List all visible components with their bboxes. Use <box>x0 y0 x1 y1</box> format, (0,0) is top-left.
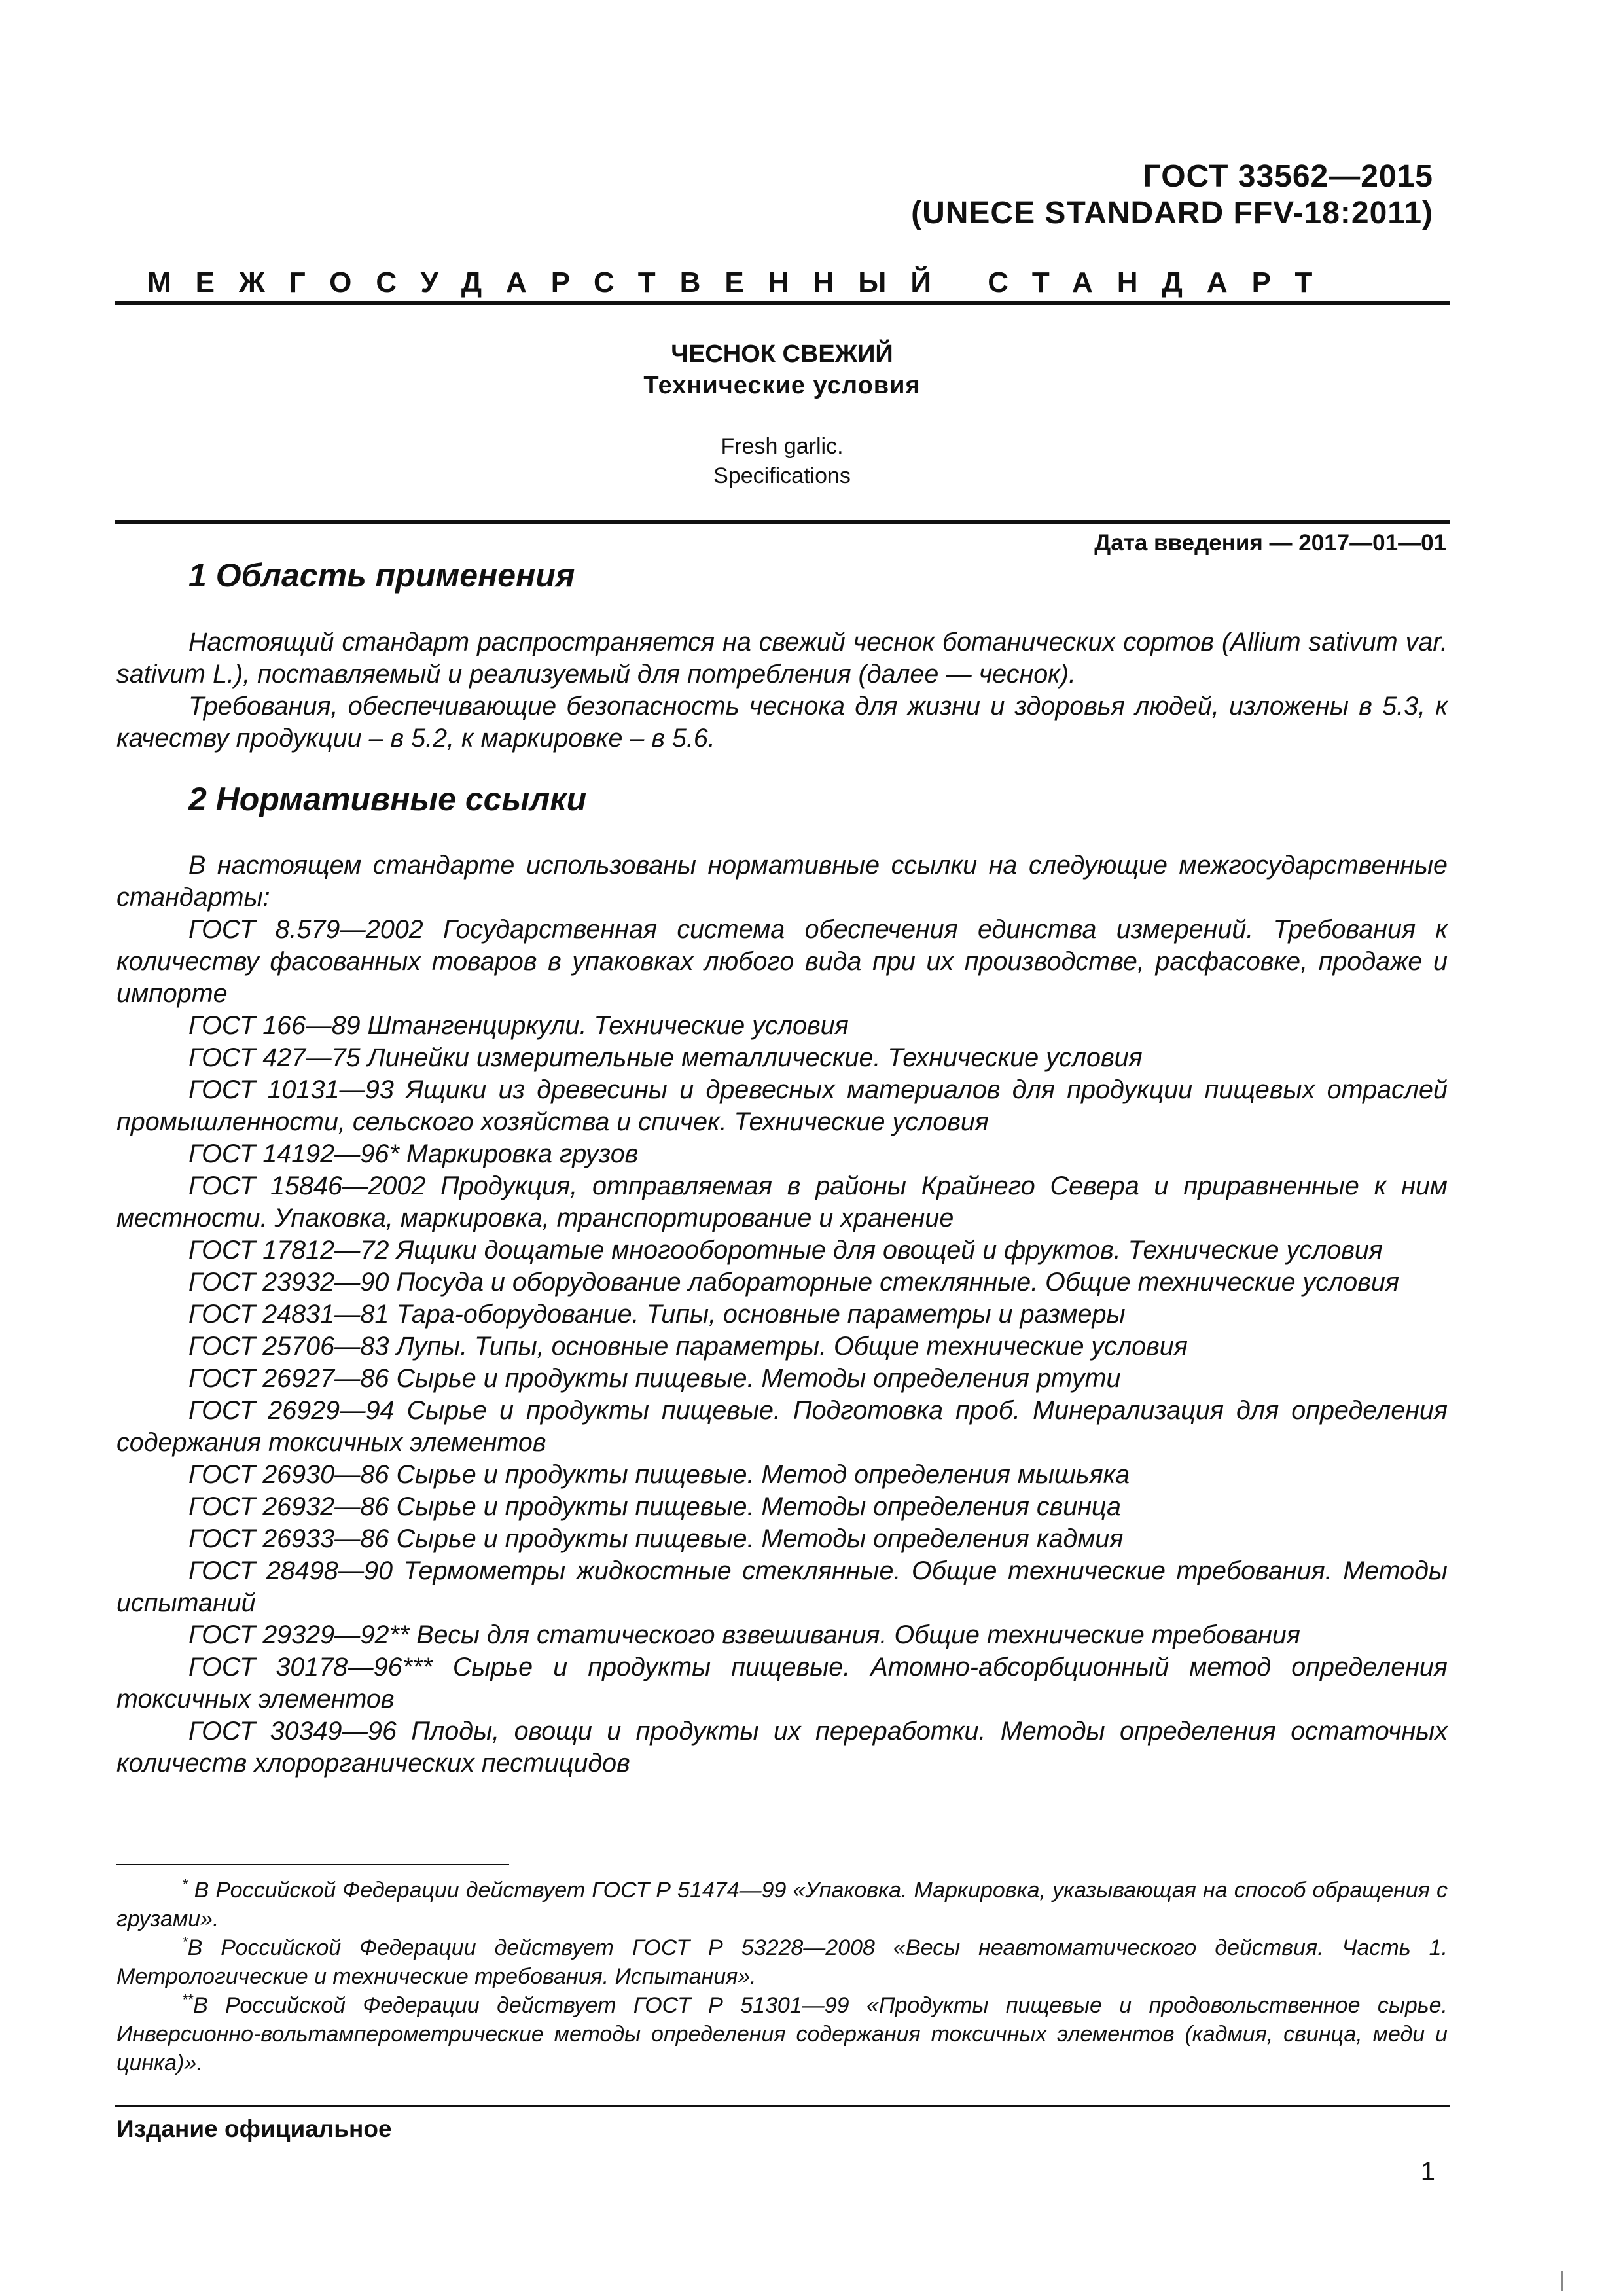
reference-item: ГОСТ 26930—86 Сырье и продукты пищевые. Метод определения мышьяка <box>188 1460 1130 1489</box>
subtitle-ru: Технические условия <box>643 372 921 399</box>
introduction-date: Дата введения — 2017—01—01 <box>1094 530 1446 556</box>
reference-item: ГОСТ 28498—90 Термометры жидкостные стеклянные. Общие технические требования. Методы испытаний <box>116 1556 1448 1617</box>
reference-item: ГОСТ 427—75 Линейки измерительные металлические. Технические условия <box>188 1043 1143 1072</box>
reference-item: ГОСТ 30178—96*** Сырье и продукты пищевые. Атомно-абсорбционный метод определения токсичных элементов <box>116 1653 1448 1713</box>
section-1-body <box>116 626 1448 755</box>
scan-edge-mark <box>1561 2271 1563 2291</box>
unece-code: (UNECE STANDARD FFV-18:2011) <box>911 196 1433 230</box>
section-2-heading: 2 Нормативные ссылки <box>188 781 587 817</box>
footnote <box>116 1876 1448 1933</box>
title-ru: ЧЕСНОК СВЕЖИЙ <box>671 340 893 368</box>
footnote <box>116 1933 1448 1991</box>
subtitle-en: Specifications <box>713 463 851 488</box>
standard-type-banner: МЕЖГОСУДАРСТВЕННЫЙ СТАНДАРТ <box>147 266 1337 298</box>
reference-item: ГОСТ 30349—96 Плоды, овощи и продукты их переработки. Методы определения остаточных количеств хлорорганических пестицидов <box>116 1717 1448 1778</box>
reference-item: ГОСТ 29329—92** Весы для статического взвешивания. Общие технические требования <box>188 1621 1300 1649</box>
footnote <box>116 1991 1448 2077</box>
footnote-text: В Российской Федерации действует ГОСТ Р 51474—99 «Упаковка. Маркировка, указывающая на способ обращения с грузами». <box>116 1878 1448 1931</box>
reference-item: ГОСТ 15846—2002 Продукция, отправляемая в районы Крайнего Севера и приравненные к ним местности. Упаковка, маркировка, транспортирование и хранение <box>116 1172 1448 1232</box>
official-edition-label: Издание официальное <box>116 2115 392 2142</box>
reference-item: ГОСТ 14192—96* Маркировка грузов <box>188 1139 639 1168</box>
footer-rule <box>115 2105 1450 2107</box>
reference-item: ГОСТ 23932—90 Посуда и оборудование лабораторные стеклянные. Общие технические условия <box>188 1268 1399 1297</box>
reference-item: ГОСТ 24831—81 Тара-оборудование. Типы, основные параметры и размеры <box>188 1300 1126 1329</box>
footnote-mark: * <box>182 1933 188 1950</box>
footnotes <box>116 1876 1448 2077</box>
reference-item: ГОСТ 8.579—2002 Государственная система обеспечения единства измерений. Требования к количеству фасованных товаров в упаковках любого вида при их производстве, расфасовке, продаже и импорте <box>116 915 1448 1008</box>
header-rule <box>115 301 1450 305</box>
title-en: Fresh garlic. <box>721 434 844 459</box>
reference-item: ГОСТ 26933—86 Сырье и продукты пищевые. Методы определения кадмия <box>188 1524 1124 1553</box>
reference-item: ГОСТ 26929—94 Сырье и продукты пищевые. Подготовка проб. Минерализация для определения содержания токсичных элементов <box>116 1396 1448 1457</box>
reference-item: ГОСТ 10131—93 Ящики из древесины и древесных материалов для продукции пищевых отраслей промышленности, сельского хозяйства и спичек. Технические условия <box>116 1075 1448 1136</box>
reference-item: ГОСТ 17812—72 Ящики дощатые многооборотные для овощей и фруктов. Технические условия <box>188 1236 1383 1265</box>
footnote-text: В Российской Федерации действует ГОСТ Р 51301—99 «Продукты пищевые и продовольственное сырье. Инверсионно-вольтамперометрические методы определения содержания токсичных элементов (кадмия, свинца, меди и цинка)». <box>116 1993 1448 2075</box>
section-1-heading: 1 Область применения <box>188 557 575 594</box>
footnote-separator <box>116 1864 509 1865</box>
gost-code: ГОСТ 33562—2015 <box>1143 159 1433 194</box>
footnote-mark: ** <box>182 1991 194 2008</box>
reference-item: ГОСТ 25706—83 Лупы. Типы, основные параметры. Общие технические условия <box>188 1332 1188 1361</box>
paragraph: Требования, обеспечивающие безопасность чеснока для жизни и здоровья людей, изложены в 5.3, к качеству продукции – в 5.2, к маркировке – в 5.6. <box>116 692 1448 753</box>
footnote-text: В Российской Федерации действует ГОСТ Р 53228—2008 «Весы неавтоматического действия. Часть 1. Метрологические и технические требования. Испытания». <box>116 1935 1448 1989</box>
title-rule <box>115 520 1450 524</box>
reference-item: ГОСТ 26932—86 Сырье и продукты пищевые. Методы определения свинца <box>188 1492 1121 1521</box>
paragraph: Настоящий стандарт распространяется на свежий чеснок ботанических сортов (Allium sativum var. sativum L.), поставляемый и реализуемый для потребления (далее — чеснок). <box>116 628 1448 689</box>
reference-item: ГОСТ 26927—86 Сырье и продукты пищевые. Методы определения ртути <box>188 1364 1121 1393</box>
paragraph: В настоящем стандарте использованы нормативные ссылки на следующие межгосударственные стандарты: <box>116 851 1448 912</box>
page-number: 1 <box>1420 2157 1435 2186</box>
section-2-body <box>116 850 1448 1780</box>
footnote-mark: * <box>182 1876 188 1893</box>
reference-item: ГОСТ 166—89 Штангенциркули. Технические условия <box>188 1011 849 1040</box>
